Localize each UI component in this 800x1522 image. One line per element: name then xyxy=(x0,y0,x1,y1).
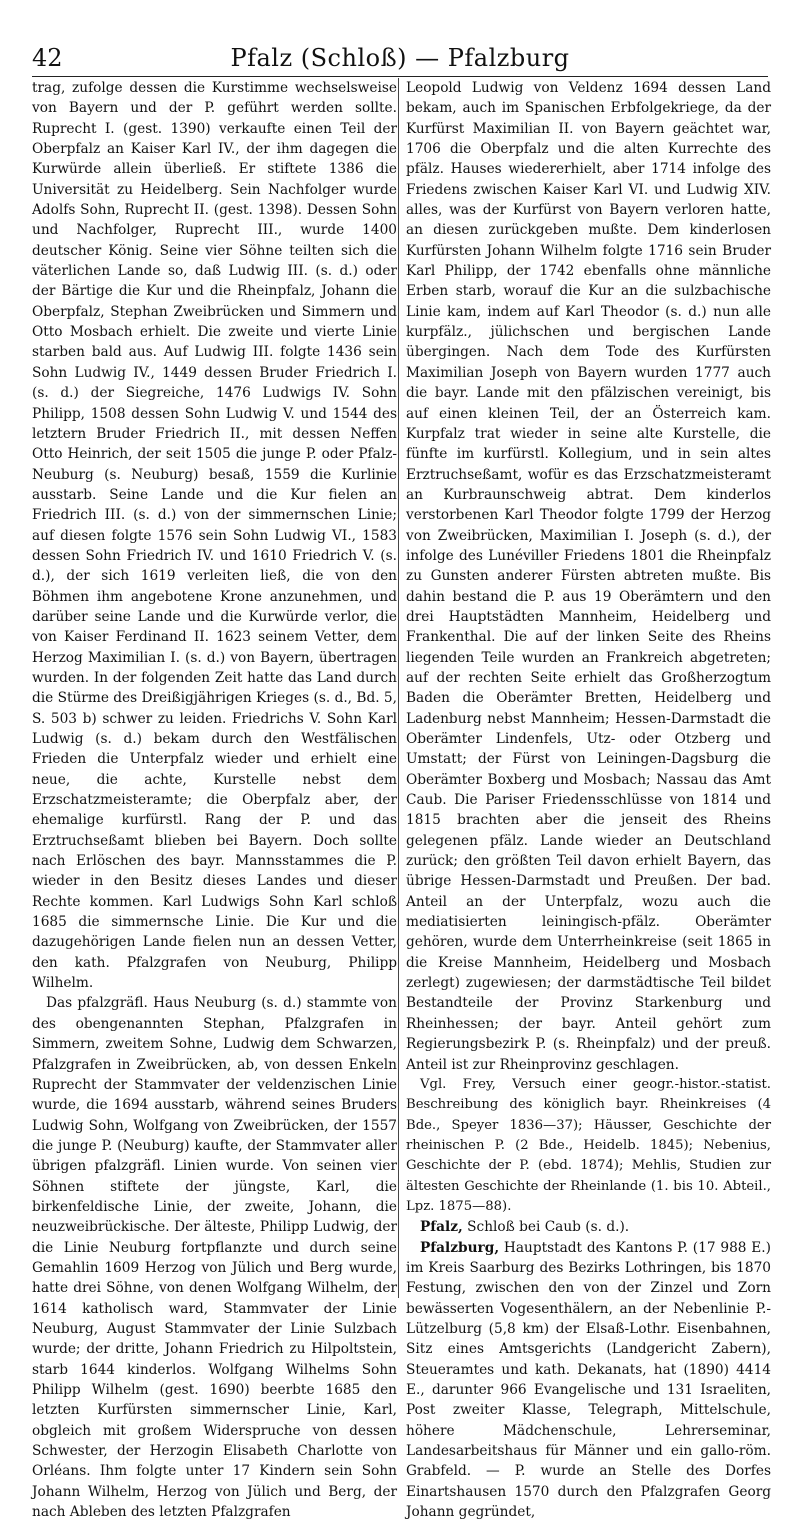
left-paragraph-2: Das pfalzgräfl. Haus Neuburg (s. d.) stammte von des obengenannten Stephan, Pfalzgrafen in Simmern, zweitem Sohne, Ludwig dem Schwarzen, Pfalzgrafen in Zweibrücken, ab, von dessen Enkeln Ruprecht der Stammvater der veldenzischen Linie wurde, die 1694 ausstarb, während seines Bruders Ludwig Sohn, Wolfgang von Zweibrücken, der 1557 die junge P. (Neuburg) kaufte, der Stammvater aller übrigen pfalzgräfl. Linien wurde. Von seinen vier Söhnen stiftete der jüngste, Karl, die birkenfeldische Linie, der zweite, Johann, die neuzweibrückische. Der älteste, Philipp Ludwig, der die Linie Neuburg fortpflanzte und durch seine Gemahlin 1609 Herzog von Jülich und Berg wurde, hatte drei Söhne, von denen Wolfgang Wilhelm, der 1614 katholisch ward, Stammvater der Linie Neuburg, August Stammvater der Linie Sulzbach wurde; der dritte, Johann Friedrich zu Hilpoltstein, starb 1644 kinderlos. Wolfgang Wilhelms Sohn Philipp Wilhelm (gest. 1690) beerbte 1685 den letzten Kurfürsten simmernscher Linie, Karl, obgleich mit großem Widerspruche von dessen Schwester, der Herzogin Elisabeth Charlotte von Orléans. Ihm folgte unter 17 Kindern sein Sohn Johann Wilhelm, Herzog von Jülich und Berg, der nach Ableben des letzten Pfalzgrafen xyxy=(32,995,397,1521)
entry-headword: Pfalzburg, xyxy=(420,1239,500,1256)
entry-pfalz-schloss xyxy=(406,1217,771,1237)
left-column xyxy=(32,78,397,1521)
page-header xyxy=(32,40,768,76)
left-paragraph-1: trag, zufolge dessen die Kurstimme wechselsweise von Bayern und der P. geführt werden sollte. Ruprecht I. (gest. 1390) verkaufte einen Teil der Oberpfalz an Kaiser Karl IV., der ihm dagegen die Kurwürde allein überließ. Er stiftete 1386 die Universität zu Heidelberg. Sein Nachfolger wurde Adolfs Sohn, Ruprecht II. (gest. 1398). Dessen Sohn und Nachfolger, Ruprecht III., wurde 1400 deutscher König. Seine vier Söhne teilten sich die väterlichen Lande so, daß Ludwig III. (s. d.) oder der Bärtige die Kur und die Rheinpfalz, Johann die Oberpfalz, Stephan Zweibrücken und Simmern und Otto Mosbach erhielt. Die zweite und vierte Linie starben bald aus. Auf Ludwig III. folgte 1436 sein Sohn Ludwig IV., 1449 dessen Bruder Friedrich I. (s. d.) der Siegreiche, 1476 Ludwigs IV. Sohn Philipp, 1508 dessen Sohn Ludwig V. und 1544 des letztern Bruder Friedrich II., mit dessen Neffen Otto Heinrich, der seit 1505 die junge P. oder Pfalz-Neuburg (s. Neuburg) besaß, 1559 die Kurlinie ausstarb. Seine Lande und die Kur fielen an Friedrich III. (s. d.) von der simmernschen Linie; auf diesen folgte 1576 sein Sohn Ludwig VI., 1583 dessen Sohn Friedrich IV. und 1610 Friedrich V. (s. d.), der sich 1619 verleiten ließ, die von den Böhmen ihm angebotene Krone anzunehmen, und darüber seine Lande und die Kurwürde verlor, die von Kaiser Ferdinand II. 1623 seinem Vetter, dem Herzog Maximilian I. (s. d.) von Bayern, übertragen wurden. In der folgenden Zeit hatte das Land durch die Stürme des Dreißigjährigen Krieges (s. d., Bd. 5, S. 503 b) schwer zu leiden. Friedrichs V. Sohn Karl Ludwig (s. d.) bekam durch den Westfälischen Frieden die Unterpfalz wieder und erhielt eine neue, die achte, Kurstelle nebst dem Erzschatzmeisteramte; die Oberpfalz aber, der ehemalige kurfürstl. Rang der P. und das Erztruchseßamt blieben bei Bayern. Doch sollte nach Erlöschen des bayr. Mannsstammes die P. wieder in den Besitz dieses Landes und dieser Rechte kommen. Karl Ludwigs Sohn Karl schloß 1685 die simmernsche Linie. Die Kur und die dazugehörigen Lande fielen nun an dessen Vetter, den kath. Pfalzgrafen von Neuburg, Philipp Wilhelm. xyxy=(32,80,397,992)
right-column xyxy=(406,78,771,1521)
entry-text: Schloß bei Caub (s. d.). xyxy=(462,1219,630,1236)
page-number: 42 xyxy=(32,44,63,72)
entry-text: Hauptstadt des Kantons P. (17 988 E.) im Kreis Saarburg des Bezirks Lothringen, bis 1870 Festung, zwischen den von der Zinzel und Zorn bewässerten Vogesenthälern, an der Nebenlinie P.-Lützelburg (5,8 km) der Elsaß-Lothr. Eisenbahnen, Sitz eines Amtsgerichts (Landgericht Zabern), Steueramtes und kath. Dekanats, hat (1890) 4414 E., darunter 966 Evangelische und 131 Israeliten, Post zweiter Klasse, Telegraph, Mittelschule, höhere Mädchenschule, Lehrerseminar, Landesarbeitshaus für Männer und ein gallo-röm. Grabfeld. — P. wurde an Stelle des Dorfes Einartshausen 1570 durch den Pfalzgrafen Georg Johann gegründet, xyxy=(406,1239,771,1521)
header-rule xyxy=(32,76,768,77)
entry-headword: Pfalz, xyxy=(420,1219,463,1236)
running-head: Pfalz (Schloß) — Pfalzburg xyxy=(230,44,570,72)
column-divider xyxy=(398,78,399,1298)
literature-references: Vgl. Frey, Versuch einer geogr.-histor.-statist. Beschreibung des königlich bayr. Rheinkreises (4 Bde., Speyer 1836—37); Häusser, Geschichte der rheinischen P. (2 Bde., Heidelb. 1845); Nebenius, Geschichte der P. (ebd. 1874); Mehlis, Studien zur ältesten Geschichte der Rheinlande (1. bis 10. Abteil., Lpz. 1875—88). xyxy=(406,1076,771,1214)
right-paragraph-1: Leopold Ludwig von Veldenz 1694 dessen Land bekam, auch im Spanischen Erbfolgekriege, da der Kurfürst Maximilian II. von Bayern geächtet war, 1706 die Oberpfalz und die alten Kurrechte des pfälz. Hauses wiedererhielt, aber 1714 infolge des Friedens zwischen Kaiser Karl VI. und Ludwig XIV. alles, was der Kurfürst von Bayern verloren hatte, an diesen zurückgeben mußte. Dem kinderlosen Kurfürsten Johann Wilhelm folgte 1716 sein Bruder Karl Philipp, der 1742 ebenfalls ohne männliche Erben starb, worauf die Kur an die sulzbachische Linie kam, indem auf Karl Theodor (s. d.) nun alle kurpfälz., jülichschen und bergischen Lande übergingen. Nach dem Tode des Kurfürsten Maximilian Joseph von Bayern wurden 1777 auch die bayr. Lande mit den pfälzischen vereinigt, bis auf einen kleinen Teil, der an Österreich kam. Kurpfalz trat wieder in seine alte Kurstelle, die fünfte im kurfürstl. Kollegium, und in sein altes Erztruchseßamt, wofür es das Erzschatzmeisteramt an Kurbraunschweig abtrat. Dem kinderlos verstorbenen Karl Theodor folgte 1799 der Herzog von Zweibrücken, Maximilian I. Joseph (s. d.), der infolge des Lunéviller Friedens 1801 die Rheinpfalz zu Gunsten anderer Fürsten abtreten mußte. Bis dahin bestand die P. aus 19 Oberämtern und den drei Hauptstädten Mannheim, Heidelberg und Frankenthal. Die auf der linken Seite des Rheins liegenden Teile wurden an Frankreich abgetreten; auf der rechten Seite erhielt das Großherzogtum Baden die Oberämter Bretten, Heidelberg und Ladenburg nebst Mannheim; Hessen-Darmstadt die Oberämter Lindenfels, Utz- oder Otzberg und Umstatt; der Fürst von Leiningen-Dagsburg die Oberämter Boxberg und Mosbach; Nassau das Amt Caub. Die Pariser Friedensschlüsse von 1814 und 1815 brachten aber die jenseit des Rheins gelegenen pfälz. Lande wieder an Deutschland zurück; den größten Teil davon erhielt Bayern, das übrige Hessen-Darmstadt und Preußen. Der bad. Anteil an der Unterpfalz, wozu auch die mediatisierten leiningisch-pfälz. Oberämter gehören, wurde dem Unterrheinkreise (seit 1865 in die Kreise Mannheim, Heidelberg und Mosbach zerlegt) zugewiesen; der darmstädtische Teil bildet Bestandteile der Provinz Starkenburg und Rheinhessen; der bayr. Anteil gehört zum Regierungsbezirk P. (s. Rheinpfalz) und der preuß. Anteil ist zur Rheinprovinz geschlagen. xyxy=(406,80,771,1073)
entry-pfalzburg xyxy=(406,1238,771,1522)
